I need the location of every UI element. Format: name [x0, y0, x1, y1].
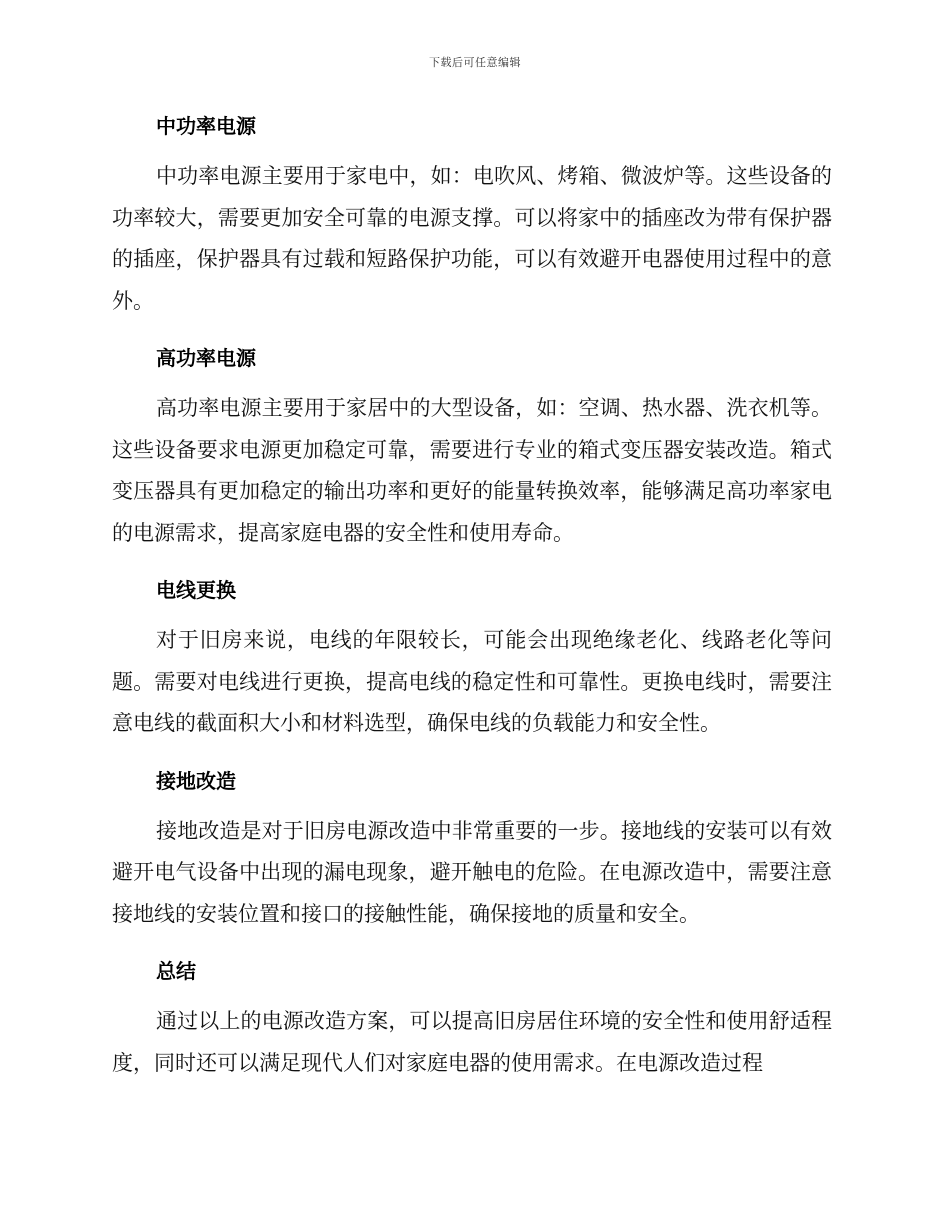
section-paragraph: 通过以上的电源改造方案，可以提高旧房居住环境的安全性和使用舒适程度，同时还可以满足现代人们对家庭电器的使用需求。在电源改造过程: [112, 1009, 832, 1075]
section-paragraph: 中功率电源主要用于家电中，如：电吹风、烤箱、微波炉等。这些设备的功率较大，需要更加安全可靠的电源支撑。可以将家中的插座改为带有保护器的插座，保护器具有过载和短路保护功能，可以有效避开电器使用过程中的意外。: [112, 164, 832, 313]
section-paragraph: 对于旧房来说，电线的年限较长，可能会出现绝缘老化、线路老化等问题。需要对电线进行更换，提高电线的稳定性和可靠性。更换电线时，需要注意电线的截面积大小和材料选型，确保电线的负载能力和安全性。: [112, 628, 832, 735]
section-grounding: [112, 763, 832, 936]
document-body: [112, 108, 832, 1102]
section-heading: 高功率电源: [156, 346, 256, 370]
section-high-power: [112, 340, 832, 554]
section-heading: 总结: [156, 959, 196, 983]
section-paragraph: 高功率电源主要用于家居中的大型设备，如：空调、热水器、洗衣机等。这些设备要求电源更加稳定可靠，需要进行专业的箱式变压器安装改造。箱式变压器具有更加稳定的输出功率和更好的能量转换效率，能够满足高功率家电的电源需求，提高家庭电器的安全性和使用寿命。: [112, 396, 832, 545]
section-wire-replacement: [112, 572, 832, 745]
section-summary: [112, 953, 832, 1084]
section-paragraph: 接地改造是对于旧房电源改造中非常重要的一步。接地线的安装可以有效避开电气设备中出现的漏电现象，避开触电的危险。在电源改造中，需要注意接地线的安装位置和接口的接触性能，确保接地的质量和安全。: [112, 818, 832, 926]
section-medium-power: [112, 108, 832, 322]
section-heading: 接地改造: [156, 768, 236, 793]
page-header: 下载后可任意编辑: [429, 56, 521, 69]
section-heading: 电线更换: [156, 578, 236, 602]
section-heading: 中功率电源: [156, 114, 256, 138]
